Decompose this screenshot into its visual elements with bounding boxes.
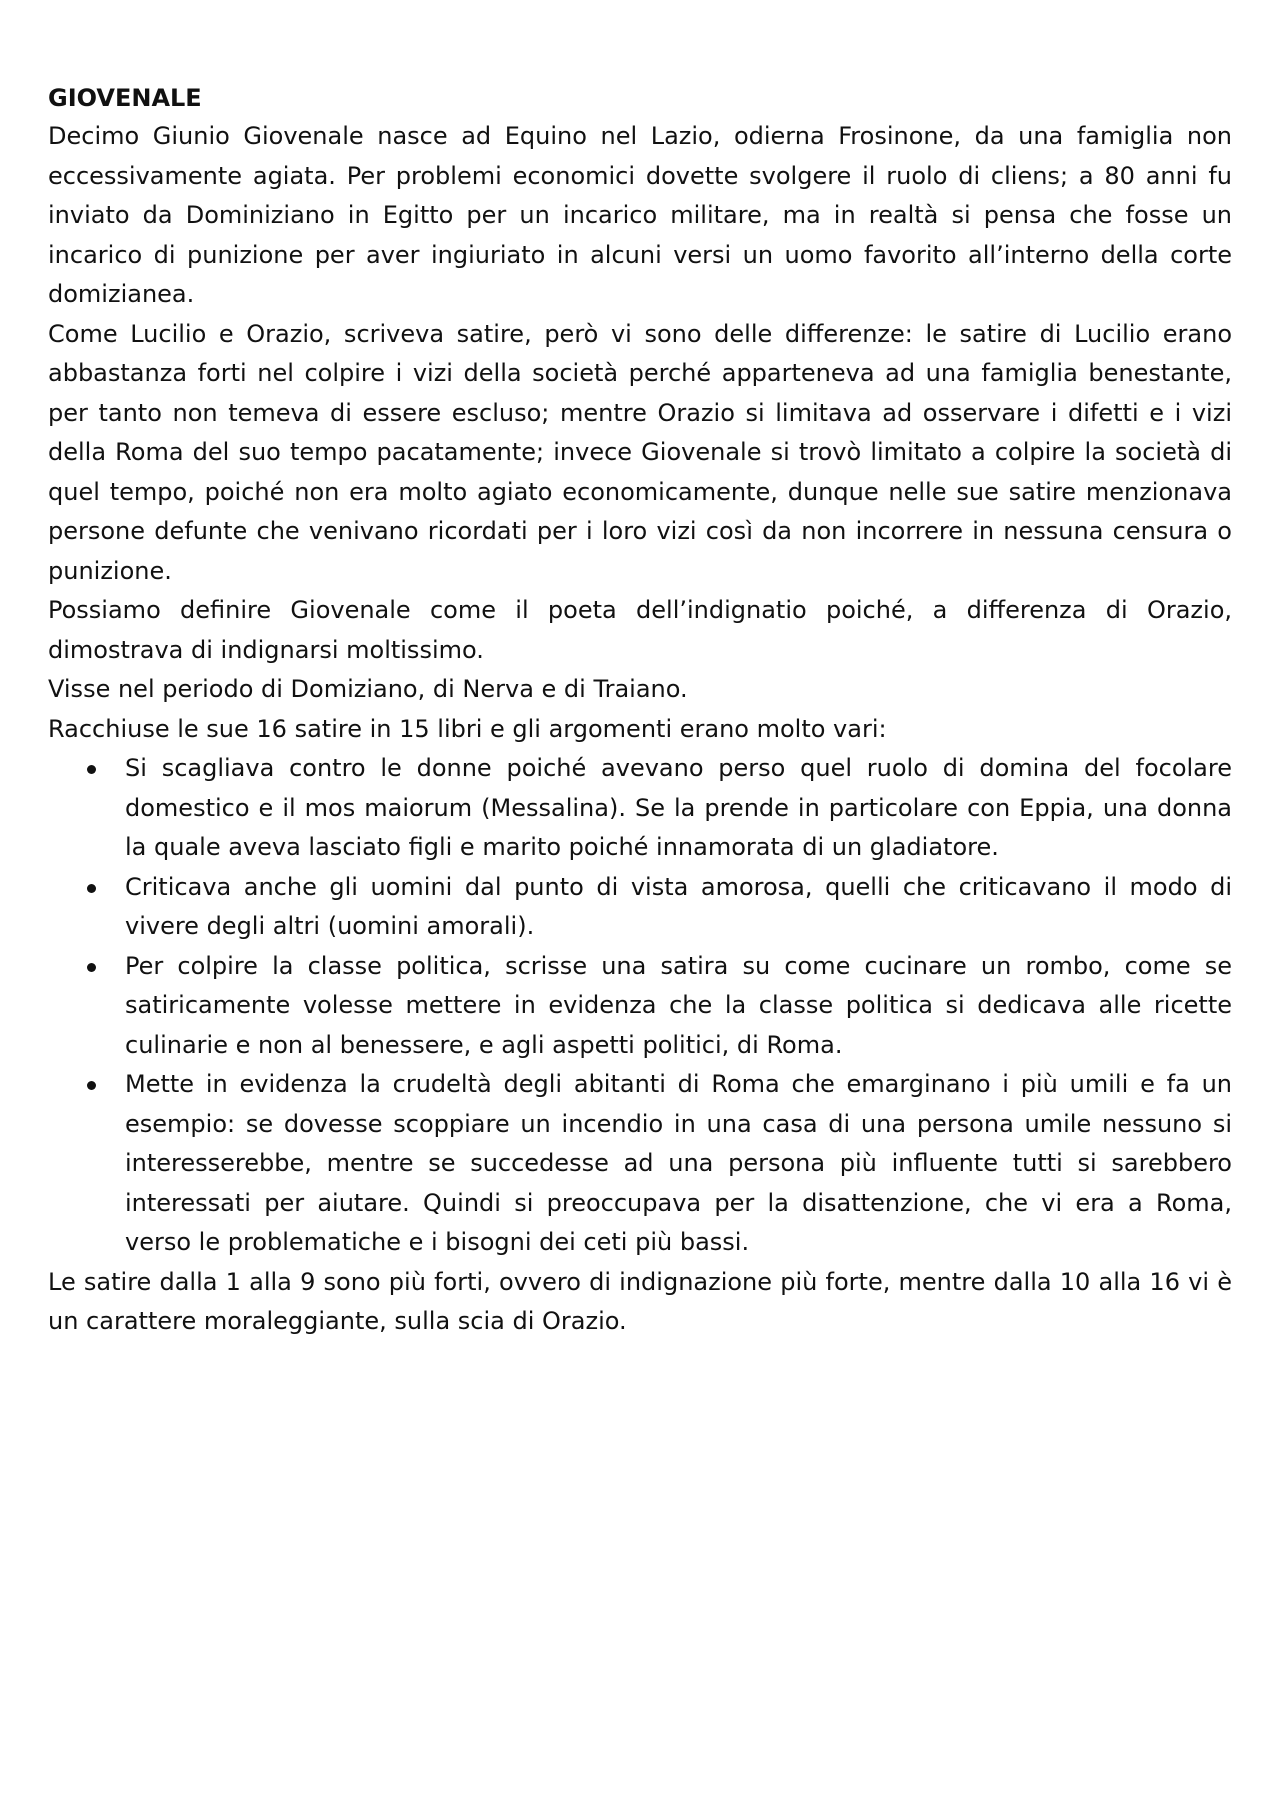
topics-list	[48, 749, 1232, 1263]
bullet-icon	[87, 765, 96, 774]
bullet-icon	[87, 963, 96, 972]
list-item	[125, 1065, 1232, 1263]
paragraph-satires-intro: Racchiuse le sue 16 satire in 15 libri e gli argomenti erano molto vari:	[48, 714, 887, 743]
list-item-text: Si scagliava contro le donne poiché avevano perso quel ruolo di domina del focolare domestico e il mos maiorum (Messalina). Se la prende in particolare con Eppia, una donna la quale aveva lasciato figli e marito poiché innamorata di un gladiatore.	[125, 754, 1232, 861]
list-item	[125, 868, 1232, 947]
list-item-text: Criticava anche gli uomini dal punto di vista amorosa, quelli che criticavano il modo di vivere degli altri (uomini amorali).	[125, 872, 1232, 940]
paragraph-biography: Decimo Giunio Giovenale nasce ad Equino nel Lazio, odierna Frosinone, da una famiglia non eccessivamente agiata. Per problemi economici dovette svolgere il ruolo di cliens; a 80 anni fu inviato da Dominiziano in Egitto per un incarico militare, ma in realtà si pensa che fosse un incarico di punizione per aver ingiuriato in alcuni versi un uomo favorito all’interno della corte domizianea.	[48, 122, 1232, 308]
paragraph-closing: Le satire dalla 1 alla 9 sono più forti, ovvero di indignazione più forte, mentre dalla 10 alla 16 vi è un carattere moraleggiante, sulla scia di Orazio.	[48, 1267, 1232, 1335]
bullet-icon	[87, 884, 96, 893]
paragraph-comparison: Come Lucilio e Orazio, scriveva satire, però vi sono delle differenze: le satire di Lucilio erano abbastanza forti nel colpire i vizi della società perché apparteneva ad una famiglia benestante, per tanto non temeva di essere escluso; mentre Orazio si limitava ad osservare i difetti e i vizi della Roma del suo tempo pacatamente; invece Giovenale si trovò limitato a colpire la società di quel tempo, poiché non era molto agiato economicamente, dunque nelle sue satire menzionava persone defunte che venivano ricordati per i loro vizi così da non incorrere in nessuna censura o punizione.	[48, 319, 1232, 585]
list-item-text: Per colpire la classe politica, scrisse una satira su come cucinare un rombo, come se satiricamente volesse mettere in evidenza che la classe politica si dedicava alle ricette culinarie e non al benessere, e agli aspetti politici, di Roma.	[125, 951, 1232, 1059]
paragraph-indignatio: Possiamo definire Giovenale come il poeta dell’indignatio poiché, a differenza di Orazio, dimostrava di indignarsi moltissimo.	[48, 596, 1232, 664]
list-item	[125, 749, 1232, 868]
paragraph-period: Visse nel periodo di Domiziano, di Nerva e di Traiano.	[48, 675, 688, 703]
document-title: GIOVENALE	[48, 84, 202, 112]
list-item	[125, 947, 1232, 1066]
list-item-text: Mette in evidenza la crudeltà degli abitanti di Roma che emarginano i più umili e fa un esempio: se dovesse scoppiare un incendio in una casa di una persona umile nessuno si interesserebbe, mentre se succedesse ad una persona più influente tutti si sarebbero interessati per aiutare. Quindi si preoccupava per la disattenzione, che vi era a Roma, verso le problematiche e i bisogni dei ceti più bassi.	[125, 1070, 1232, 1256]
bullet-icon	[87, 1081, 96, 1090]
